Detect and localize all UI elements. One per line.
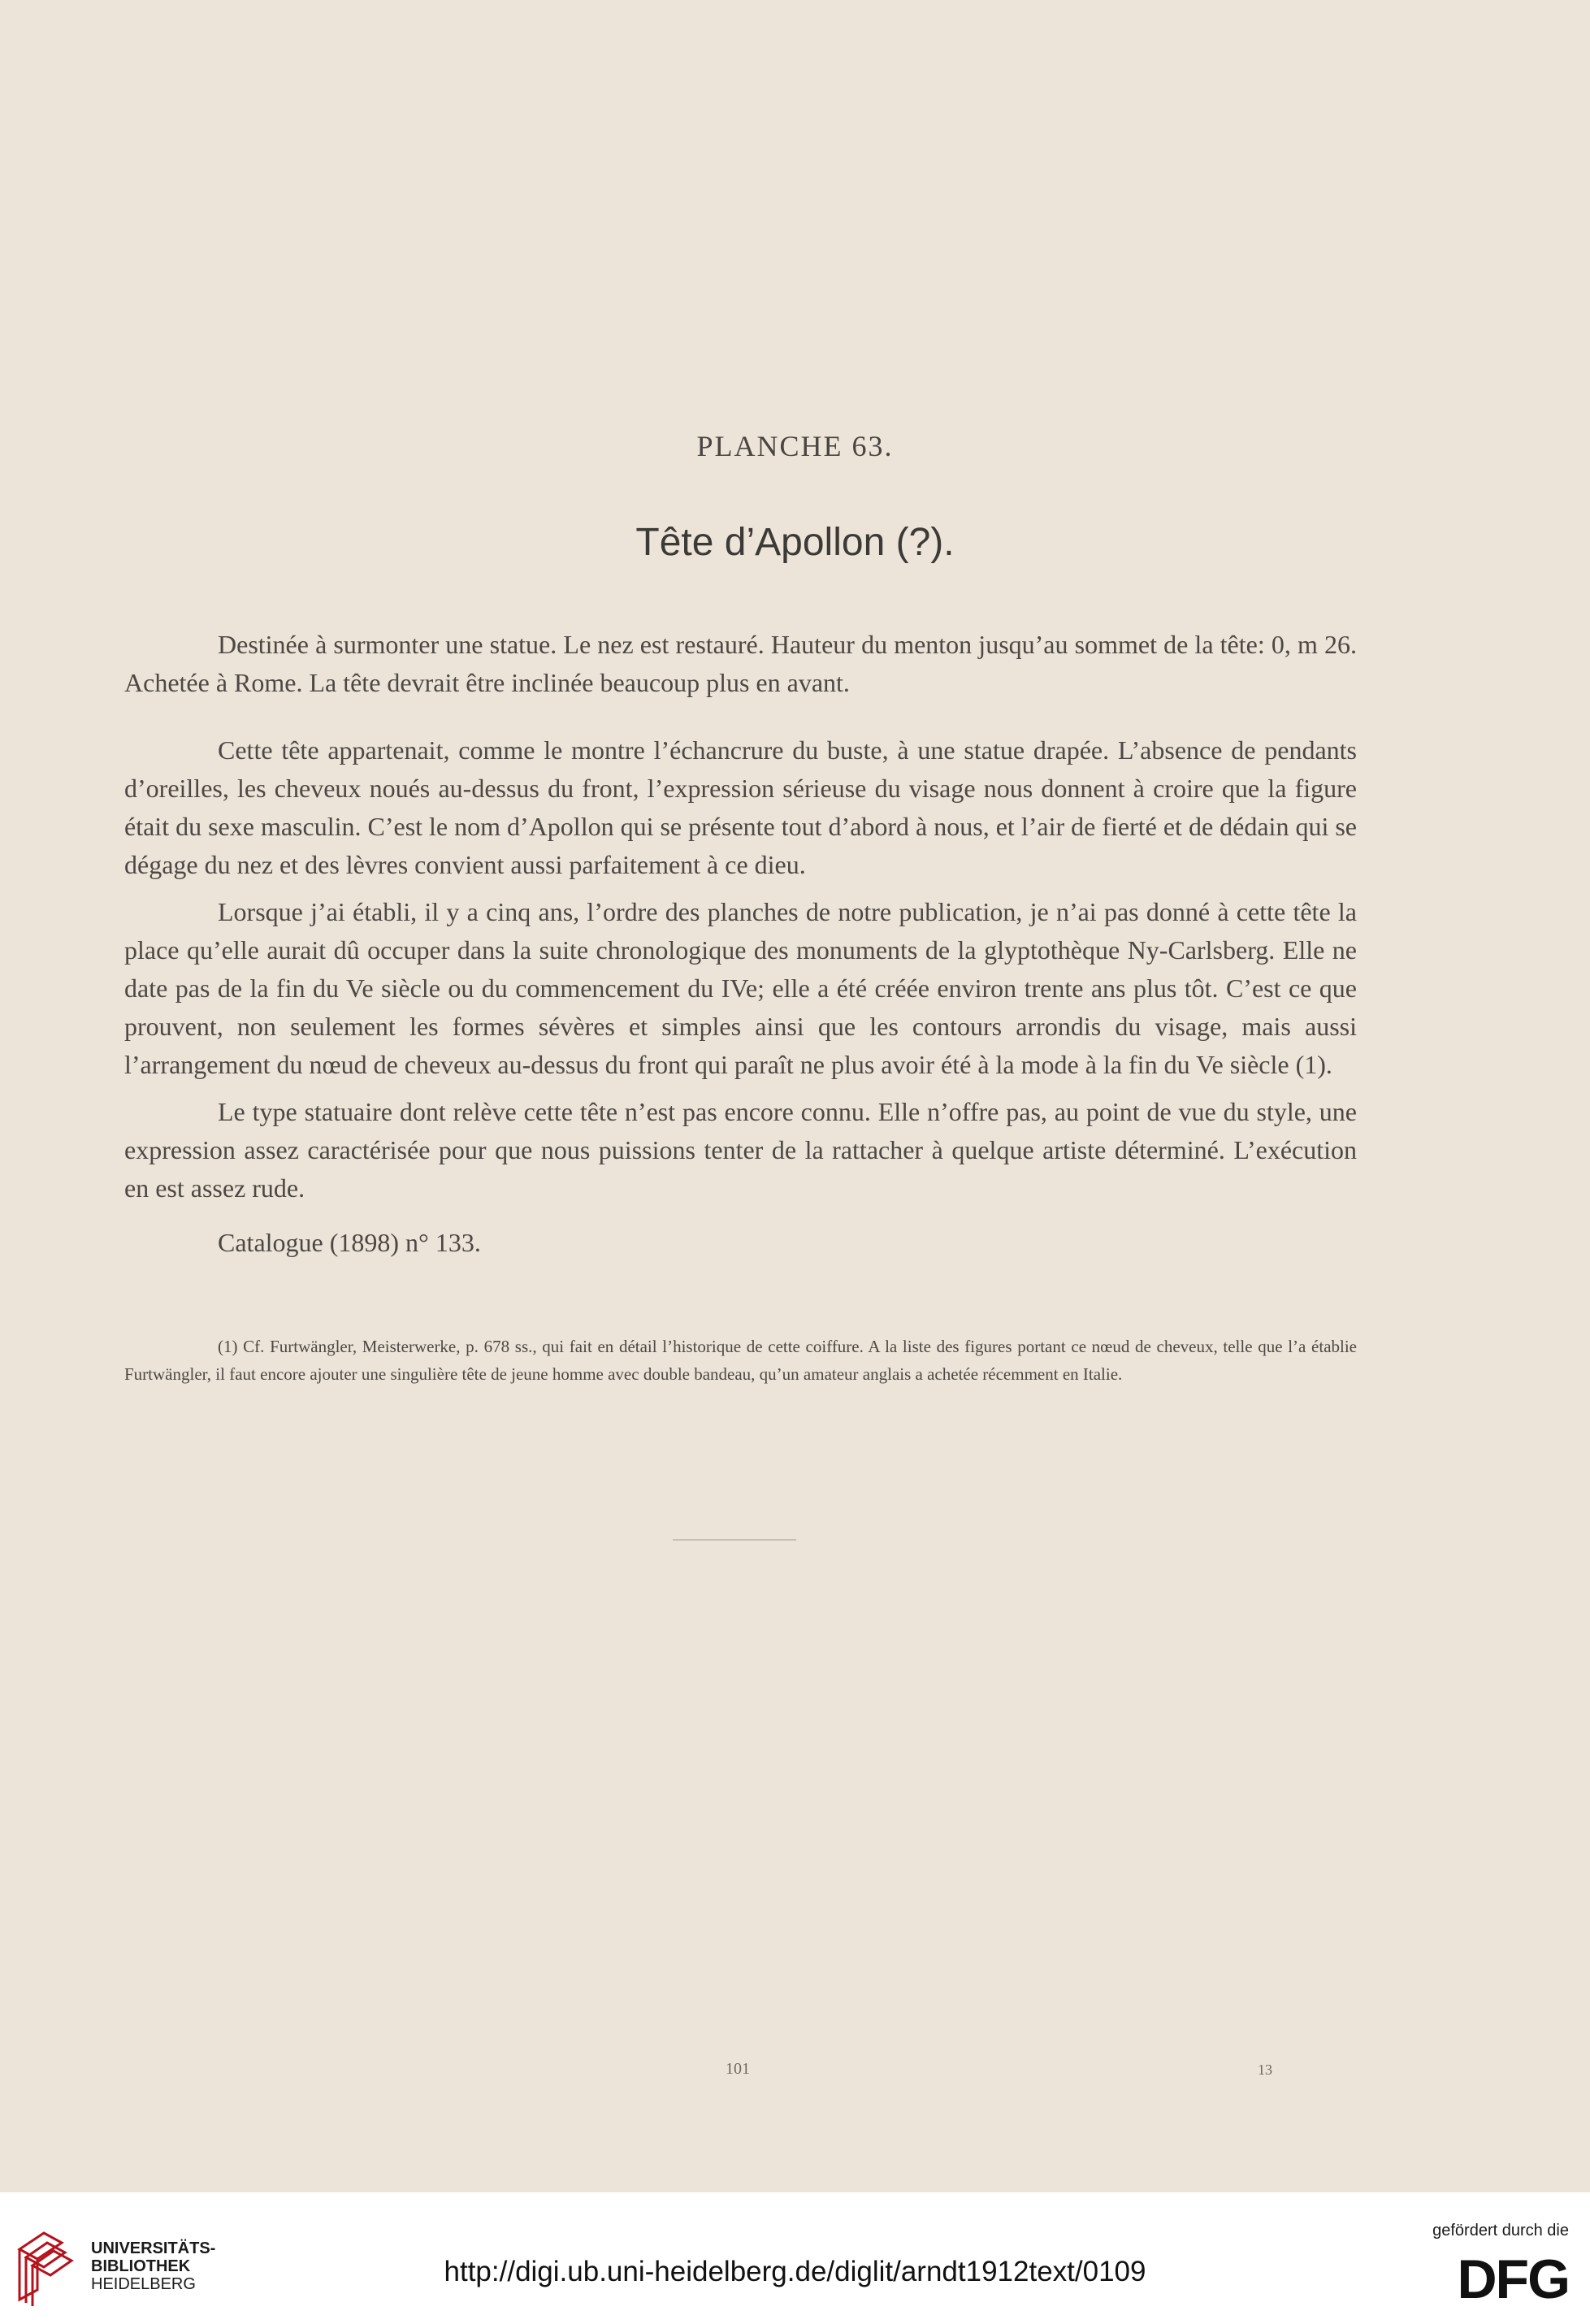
plate-label: PLANCHE 63. xyxy=(696,430,894,462)
dfg-logo[interactable]: DFG xyxy=(1457,2248,1569,2310)
footnote: (1) Cf. Furtwängler, Meisterwerke, p. 678 ss., qui fait en détail l’historique de cette coiffure. A la liste des figures portant ce nœud de cheveux, telle que l’a établie Furtwängler, il faut encore ajouter une singulière tête de jeune homme avec double bandeau, qu’un amateur anglais a achetée récemment en Italie. xyxy=(124,1337,1357,1384)
source-url[interactable]: http://digi.ub.uni-heidelberg.de/diglit/arndt1912text/0109 xyxy=(444,2256,1146,2287)
viewer-footer xyxy=(0,2192,1590,2324)
paragraph-3: Lorsque j’ai établi, il y a cinq ans, l’ordre des planches de notre publication, je n’ai pas donné à cette tête la place qu’elle aurait dû occuper dans la suite chronologique des monuments de la glyptothèque Ny-Carlsberg. Elle ne date pas de la fin du Ve siècle ou du commencement du IVe; elle a été créée environ trente ans plus tôt. C’est ce que prouvent, non seulement les formes sévères et simples ainsi que les contours arrondis du visage, mais aussi l’arrangement du nœud de cheveux au-dessus du front qui paraît ne plus avoir été à la mode à la fin du Ve siècle (1). xyxy=(124,897,1357,1079)
paragraph-2: Cette tête appartenait, comme le montre l’échancrure du buste, à une statue drapée. L’absence de pendants d’oreilles, les cheveux noués au-dessus du front, l’expression sérieuse du visage nous donnent à croire que la figure était du sexe masculin. C’est le nom d’Apollon qui se présente tout d’abord à nous, et l’air de fierté et de dédain qui se dégage du nez et des lèvres convient aussi parfaitement à ce dieu. xyxy=(124,735,1357,879)
funded-by-label: gefördert durch die xyxy=(1432,2222,1569,2239)
page-title: Tête d’Apollon (?). xyxy=(635,521,955,564)
library-name-line1: UNIVERSITÄTS- xyxy=(91,2239,216,2257)
signature-mark: 13 xyxy=(1258,2062,1272,2078)
section-divider xyxy=(673,1539,796,1541)
paragraph-1: Destinée à surmonter une statue. Le nez est restauré. Hauteur du menton jusqu’au sommet de la tête: 0, m 26. Achetée à Rome. La tête devrait être inclinée beaucoup plus en avant. xyxy=(124,630,1357,697)
paragraph-4: Le type statuaire dont relève cette tête n’est pas encore connu. Elle n’offre pas, au point de vue du style, une expression assez caractérisée pour que nous puissions tenter de la rattacher à quelque artiste déterminé. L’exécution en est assez rude. xyxy=(124,1097,1357,1203)
page-number: 101 xyxy=(726,2060,750,2078)
library-name-line2: BIBLIOTHEK xyxy=(91,2257,191,2275)
library-name-line3: HEIDELBERG xyxy=(91,2275,196,2293)
catalogue-reference: Catalogue (1898) n° 133. xyxy=(218,1228,481,1257)
body-text xyxy=(124,626,1357,1271)
